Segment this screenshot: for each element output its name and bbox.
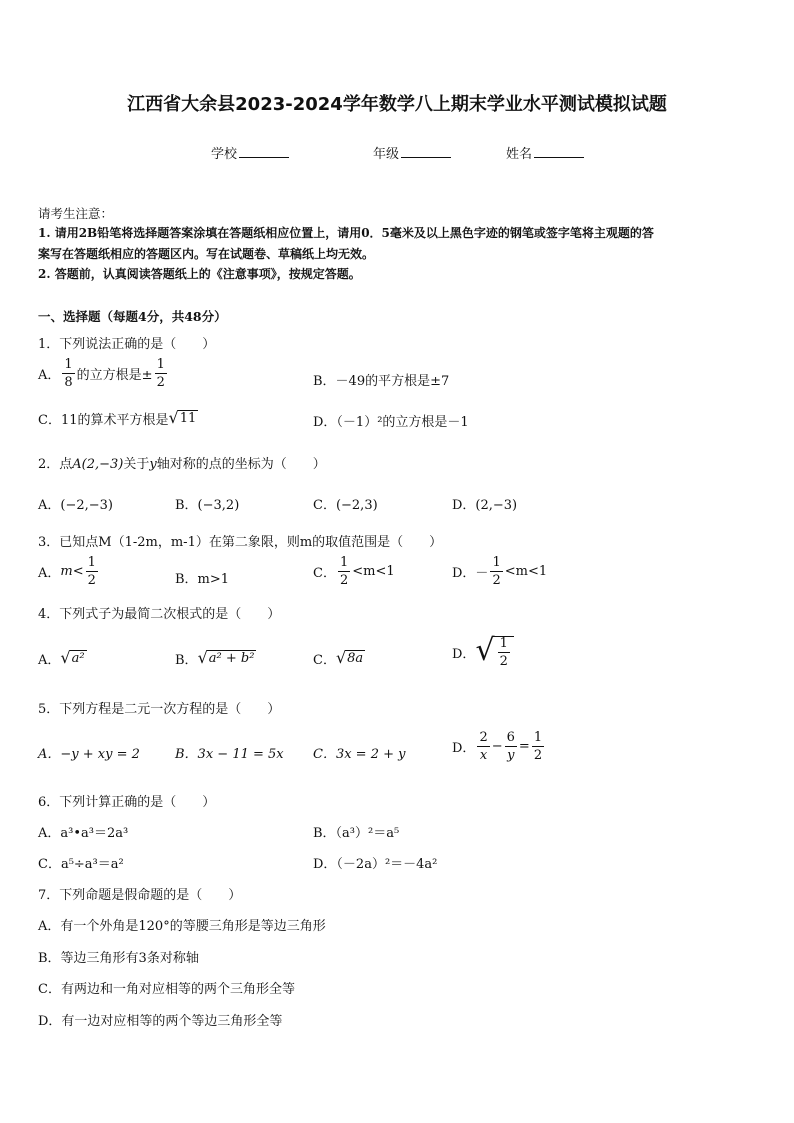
q3-d-frac: [490, 556, 502, 587]
q3-option-c[interactable]: [313, 556, 395, 587]
q4-d-frac: [498, 637, 510, 668]
q5-d-eq: =: [518, 739, 530, 754]
q4-d-sqrt: [475, 633, 513, 669]
q4-c-sqrt: [336, 650, 365, 667]
q1-option-b[interactable]: B．－49的平方根是±7: [313, 374, 450, 389]
q4-b-radicand: a² + b²: [208, 651, 255, 667]
radical-icon: √: [197, 648, 208, 668]
notice-line-1: 1. 请用2B铅笔将选择题答案涂填在答题纸相应位置上，请用0．5毫米及以上黑色字迹的钢笔或签字笔将主观题的答: [38, 226, 654, 240]
q7-option-b[interactable]: B．等边三角形有3条对称轴: [38, 951, 199, 966]
q5-d-d1: x: [479, 748, 488, 763]
q5-d-op: −: [491, 739, 503, 754]
q6-option-d[interactable]: D．（－2a）²＝－4a²: [313, 857, 438, 872]
q1-option-a[interactable]: [38, 358, 169, 389]
q4-a-radicand: a²: [71, 651, 85, 667]
name-label: 姓名: [506, 147, 533, 162]
q2-stem-b: 关于: [123, 457, 150, 472]
q3-stem: 3．已知点M（1-2m，m-1）在第二象限，则m的取值范围是（ ）: [38, 535, 443, 550]
q5-d-n3: 1: [533, 730, 543, 745]
q3-a-den: 2: [87, 573, 96, 588]
radical-icon: √: [60, 648, 71, 668]
q7-option-d[interactable]: D．有一边对应相等的两个等边三角形全等: [38, 1014, 283, 1029]
q1-c-sqrt: [169, 410, 199, 427]
q2-stem-y: y: [149, 457, 157, 472]
q1-a-mid: 的立方根是±: [76, 368, 153, 383]
q3-option-b[interactable]: B．m>1: [175, 572, 230, 587]
q1-a-num: 1: [64, 357, 73, 372]
q4-stem: 4．下列式子为最简二次根式的是（ ）: [38, 607, 281, 622]
q5-d-label: D．: [452, 741, 476, 756]
q5-stem: 5．下列方程是二元一次方程的是（ ）: [38, 702, 281, 717]
name-field: [506, 143, 584, 162]
radical-icon: √: [168, 408, 179, 428]
school-blank[interactable]: [239, 145, 289, 158]
q5-option-b[interactable]: B．3x − 11 = 5x: [175, 747, 284, 762]
q5-d-d2: y: [507, 748, 515, 763]
q4-c-radicand: 8a: [347, 651, 364, 667]
q1-option-d[interactable]: D．（－1）²的立方根是－1: [313, 415, 469, 430]
q4-d-den: 2: [499, 654, 508, 669]
notice-line-2: 案写在答题纸相应的答题区内。写在试题卷、草稿纸上均无效。: [38, 247, 375, 261]
radical-icon: √: [475, 633, 495, 668]
q6-option-a[interactable]: A．a³•a³＝2a³: [38, 826, 129, 841]
q1-c-label: C．11的算术平方根是: [38, 413, 169, 428]
q5-d-n1: 2: [479, 730, 488, 745]
q3-d-tail: <m<1: [504, 564, 548, 579]
q5-option-c[interactable]: C．3x = 2 + y: [313, 747, 406, 762]
q5-d-frac1: [477, 731, 489, 762]
q5-d-frac2: [505, 731, 517, 762]
q5-option-d[interactable]: [452, 731, 546, 762]
q1-a-frac2: [155, 358, 167, 389]
q4-option-b[interactable]: [175, 649, 256, 668]
q5-d-frac3: [532, 731, 544, 762]
name-blank[interactable]: [534, 145, 584, 158]
q4-d-label: D．: [452, 646, 476, 662]
q2-option-a[interactable]: A．(−2,−3): [38, 498, 113, 513]
q7-stem: 7．下列命题是假命题的是（ ）: [38, 888, 242, 903]
q1-option-c[interactable]: [38, 409, 198, 428]
q2-stem-c: 轴对称的点的坐标为（ ）: [156, 457, 326, 472]
grade-field: [373, 143, 451, 162]
q4-option-a[interactable]: [38, 649, 87, 668]
q3-c-tail: <m<1: [352, 564, 395, 579]
q2-stem-point: A(2,−3): [72, 457, 124, 472]
q4-b-label: B．: [175, 653, 198, 668]
q4-d-num: 1: [499, 636, 508, 651]
q3-c-label: C．: [313, 566, 336, 581]
q6-stem: 6．下列计算正确的是（ ）: [38, 795, 216, 810]
q4-option-d[interactable]: [452, 633, 514, 669]
q4-b-sqrt: [198, 650, 257, 667]
school-label: 学校: [211, 147, 238, 162]
q3-option-d[interactable]: [452, 556, 547, 587]
q5-option-a[interactable]: A．−y + xy = 2: [38, 747, 140, 762]
q1-a-frac: [62, 358, 74, 389]
q1-a-label: A．: [38, 368, 61, 383]
notice-heading: 请考生注意：: [38, 206, 114, 221]
q3-d-den: 2: [492, 573, 501, 588]
q4-a-sqrt: [60, 650, 86, 667]
q3-a-frac: [86, 556, 98, 587]
page-title: 江西省大余县2023-2024学年数学八上期末学业水平测试模拟试题: [127, 94, 667, 115]
q3-option-a[interactable]: [38, 556, 100, 587]
radical-icon: √: [335, 648, 347, 668]
q1-a-num2: 1: [156, 357, 165, 372]
q1-stem: 1．下列说法正确的是（ ）: [38, 337, 216, 352]
q3-a-expr: m<: [60, 564, 84, 579]
q5-d-n2: 6: [506, 730, 515, 745]
q3-a-num: 1: [87, 555, 96, 570]
q2-stem: [38, 453, 326, 472]
q3-a-label: A．: [38, 566, 61, 581]
school-field: [211, 143, 289, 162]
grade-blank[interactable]: [401, 145, 451, 158]
q5-d-d3: 2: [533, 748, 543, 763]
q3-c-num: 1: [339, 555, 349, 570]
q7-option-a[interactable]: A．有一个外角是120°的等腰三角形是等边三角形: [38, 919, 326, 934]
q2-option-d[interactable]: D．(2,−3): [452, 498, 518, 513]
q6-option-c[interactable]: C．a⁵÷a³＝a²: [38, 857, 124, 872]
q6-option-b[interactable]: B．（a³）²＝a⁵: [313, 826, 400, 841]
q1-a-den2: 2: [156, 375, 165, 390]
q4-a-label: A．: [38, 653, 61, 668]
q7-option-c[interactable]: C．有两边和一角对应相等的两个三角形全等: [38, 982, 295, 997]
grade-label: 年级: [373, 147, 400, 162]
q3-d-num: 1: [492, 555, 501, 570]
q2-stem-a: 2．点: [38, 457, 73, 472]
q3-c-frac: [338, 556, 350, 587]
q2-option-c[interactable]: C．(−2,3): [313, 498, 378, 513]
q1-c-radicand: 11: [179, 411, 197, 427]
notice-line-3: 2. 答题前，认真阅读答题纸上的《注意事项》，按规定答题。: [38, 267, 361, 281]
section-heading: 一、选择题（每题4分，共48分）: [38, 309, 227, 324]
q2-option-b[interactable]: B．(−3,2): [175, 498, 240, 513]
q3-c-den: 2: [339, 573, 349, 588]
q3-d-label: D．－: [452, 566, 489, 581]
q4-d-body: [494, 636, 514, 668]
q4-option-c[interactable]: [313, 649, 365, 668]
q1-a-den: 8: [64, 375, 73, 390]
q4-c-label: C．: [313, 653, 336, 668]
